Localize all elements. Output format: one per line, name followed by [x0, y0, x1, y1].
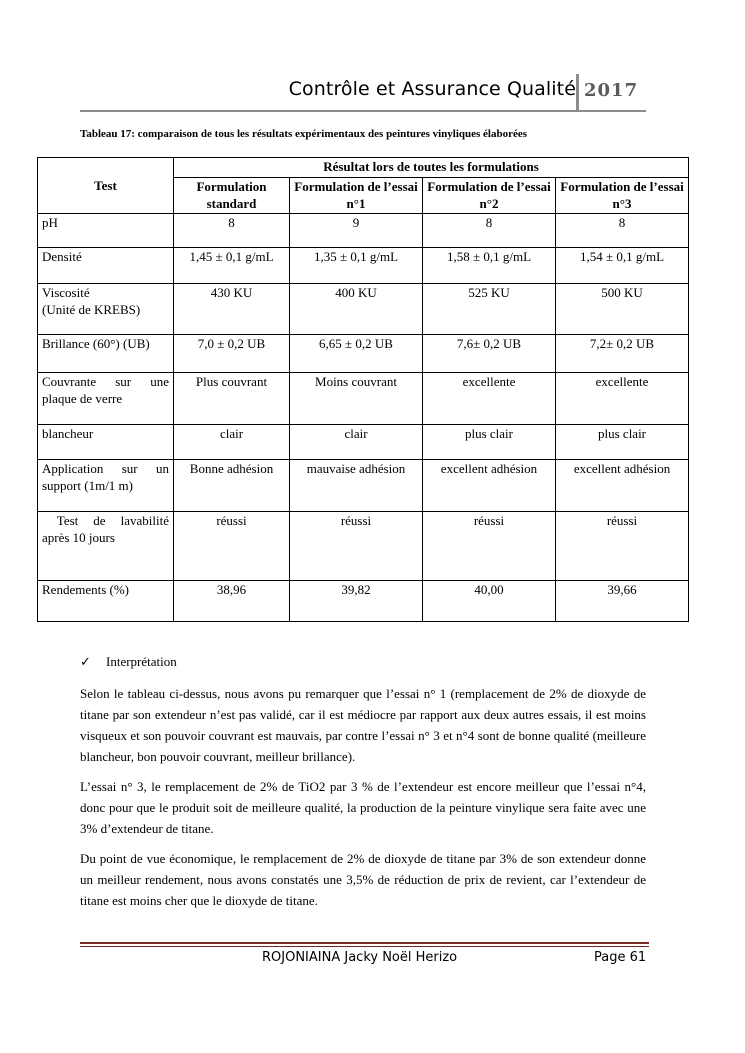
page-number: Page 61 — [594, 950, 647, 965]
table-cell: 6,65 ± 0,2 UB — [290, 335, 423, 373]
table-caption: Tableau 17: comparaison de tous les résultats expérimentaux des peintures vinyliques élaborées — [80, 128, 528, 140]
table-cell: mauvaise adhésion — [290, 460, 423, 512]
table-cell: 1,45 ± 0,1 g/mL — [174, 248, 290, 284]
table-cell: réussi — [423, 512, 556, 581]
footer-author: ROJONIAINA Jacky Noël Herizo — [262, 950, 458, 965]
row-label-line2: support (1m/1 m) — [42, 478, 133, 493]
table-cell: clair — [174, 425, 290, 460]
table-cell: 1,58 ± 0,1 g/mL — [423, 248, 556, 284]
header-year: 2017 — [584, 80, 639, 101]
footer-rule — [80, 942, 649, 944]
table-cell: 8 — [174, 214, 290, 248]
table-cell: 8 — [556, 214, 689, 248]
paragraph: Du point de vue économique, le remplacement de 2% de dioxyde de titane par 3% de son extendeur donne un meilleur rendement, nous avons constatés une 3,5% de réduction de prix de revient, car l’extendeur de titane est moins cher que le dioxyde de titane. — [80, 851, 646, 908]
table-cell: 1,54 ± 0,1 g/mL — [556, 248, 689, 284]
formulations-group-header: Résultat lors de toutes les formulations — [174, 158, 689, 178]
table-cell: 8 — [423, 214, 556, 248]
table-row — [38, 460, 689, 512]
row-label-line2: (Unité de KREBS) — [42, 302, 141, 317]
table-row — [38, 284, 689, 335]
table-cell: plus clair — [423, 425, 556, 460]
header-rule — [80, 110, 646, 112]
table-cell: excellente — [556, 373, 689, 425]
interpretation-title: Interprétation — [106, 654, 177, 669]
row-label-line1: Couvrante sur une — [42, 374, 169, 389]
table-cell: 9 — [290, 214, 423, 248]
row-label: blancheur — [38, 425, 174, 460]
table-cell: Moins couvrant — [290, 373, 423, 425]
column-header: Formulation standard — [174, 178, 290, 214]
table-row — [38, 248, 689, 284]
table-cell: 500 KU — [556, 284, 689, 335]
row-label-line1: Test de lavabilité — [42, 513, 169, 528]
table-row — [38, 512, 689, 581]
table-header-row — [38, 158, 689, 178]
table-cell: 7,2± 0,2 UB — [556, 335, 689, 373]
table-cell: 7,6± 0,2 UB — [423, 335, 556, 373]
row-label: pH — [38, 214, 174, 248]
row-label: Rendements (%) — [38, 581, 174, 622]
table-cell: 40,00 — [423, 581, 556, 622]
row-label-line2: plaque de verre — [42, 391, 123, 406]
table-row — [38, 373, 689, 425]
row-label — [38, 373, 174, 425]
table-cell: 1,35 ± 0,1 g/mL — [290, 248, 423, 284]
row-label-line1: Viscosité — [42, 285, 90, 300]
header-title: Contrôle et Assurance Qualité — [288, 78, 576, 100]
table-cell: 39,82 — [290, 581, 423, 622]
table-row — [38, 214, 689, 248]
row-label: Brillance (60°) (UB) — [38, 335, 174, 373]
table-row — [38, 335, 689, 373]
table-cell: Bonne adhésion — [174, 460, 290, 512]
table-cell: 39,66 — [556, 581, 689, 622]
table-cell: excellent adhésion — [423, 460, 556, 512]
table-cell: réussi — [290, 512, 423, 581]
table-cell: clair — [290, 425, 423, 460]
table-row — [38, 425, 689, 460]
table-cell: 400 KU — [290, 284, 423, 335]
table-row — [38, 581, 689, 622]
row-label: Densité — [38, 248, 174, 284]
row-label — [38, 284, 174, 335]
table-cell: réussi — [556, 512, 689, 581]
table-cell: plus clair — [556, 425, 689, 460]
table-cell: excellente — [423, 373, 556, 425]
header-separator — [576, 74, 579, 110]
page-header — [80, 74, 646, 111]
table-cell: excellent adhésion — [556, 460, 689, 512]
table-cell: 7,0 ± 0,2 UB — [174, 335, 290, 373]
row-label-line2: après 10 jours — [42, 530, 115, 545]
paragraph: L’essai n° 3, le remplacement de 2% de TiO2 par 3 % de l’extendeur est encore meilleur que l’essai n°4, donc pour que le produit soit de meilleure qualité, la production de la peinture vinylique sera faite avec une 3% d’extendeur de titane. — [80, 779, 646, 836]
results-table — [37, 157, 689, 622]
column-header: Formulation de l’essai n°3 — [556, 178, 689, 214]
column-header: Formulation de l’essai n°2 — [423, 178, 556, 214]
footer-rule-thin — [80, 946, 649, 947]
row-label-line1: Application sur un — [42, 461, 169, 476]
table-cell: réussi — [174, 512, 290, 581]
test-column-header: Test — [38, 158, 174, 214]
table-cell: Plus couvrant — [174, 373, 290, 425]
paragraph: Selon le tableau ci-dessus, nous avons pu remarquer que l’essai n° 1 (remplacement de 2% de dioxyde de titane par son extendeur n’est pas validé, car il est médiocre par rapport aux deux autres essais, il est moins visqueux et son pouvoir couvrant est mauvais, par contre l’essai n° 3 et n°4 sont de bonne qualité (meilleure blancheur, bon pouvoir couvrant, meilleur brillance). — [80, 686, 646, 764]
interpretation-heading — [80, 654, 177, 670]
table-cell: 430 KU — [174, 284, 290, 335]
column-header: Formulation de l’essai n°1 — [290, 178, 423, 214]
table-cell: 525 KU — [423, 284, 556, 335]
checkmark-icon: ✓ — [80, 654, 91, 669]
row-label — [38, 460, 174, 512]
row-label — [38, 512, 174, 581]
table-cell: 38,96 — [174, 581, 290, 622]
